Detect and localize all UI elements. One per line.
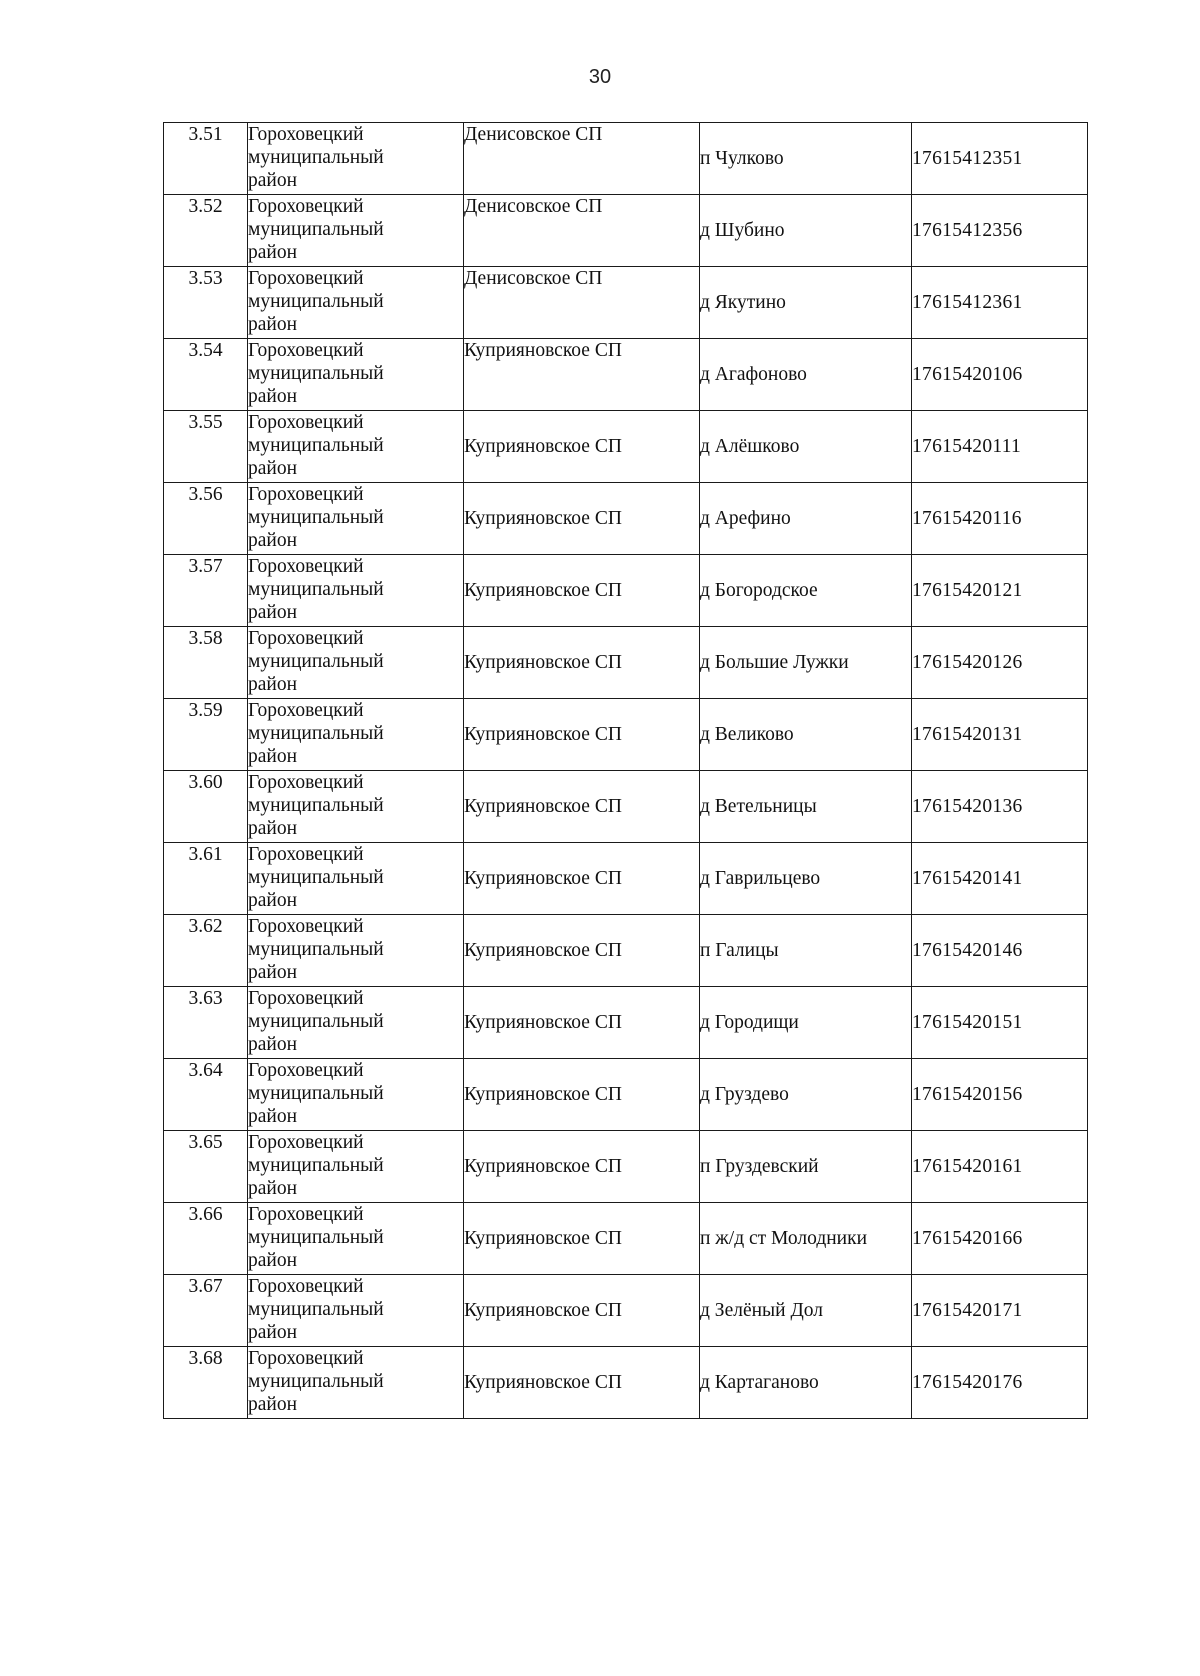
table-row <box>164 411 1088 483</box>
oktmo-code-cell: 17615420106 <box>912 339 1088 411</box>
row-number: 3.51 <box>164 123 248 195</box>
district-cell <box>248 627 464 699</box>
row-number: 3.61 <box>164 843 248 915</box>
district-line: муниципальный <box>248 579 384 600</box>
district-line: Гороховецкий <box>248 700 364 721</box>
district-line: район <box>248 890 298 911</box>
settlement-cell: Куприяновское СП <box>464 699 700 771</box>
district-line: район <box>248 242 298 263</box>
district-line: Гороховецкий <box>248 124 364 145</box>
district-line: район <box>248 962 298 983</box>
table-row <box>164 195 1088 267</box>
row-number: 3.65 <box>164 1131 248 1203</box>
oktmo-code-cell: 17615420116 <box>912 483 1088 555</box>
locality-cell: д Зелёный Дол <box>700 1275 912 1347</box>
locality-cell: п Галицы <box>700 915 912 987</box>
locality-cell: п ж/д ст Молодники <box>700 1203 912 1275</box>
locality-cell: д Алёшково <box>700 411 912 483</box>
district-cell <box>248 771 464 843</box>
district-cell <box>248 123 464 195</box>
locality-cell: д Якутино <box>700 267 912 339</box>
row-number: 3.58 <box>164 627 248 699</box>
district-line: муниципальный <box>248 363 384 384</box>
row-number: 3.54 <box>164 339 248 411</box>
row-number: 3.62 <box>164 915 248 987</box>
district-line: район <box>248 1250 298 1271</box>
row-number: 3.68 <box>164 1347 248 1419</box>
district-line: район <box>248 674 298 695</box>
locality-cell: д Большие Лужки <box>700 627 912 699</box>
oktmo-code-cell: 17615420146 <box>912 915 1088 987</box>
district-line: район <box>248 1034 298 1055</box>
table-row <box>164 1059 1088 1131</box>
district-line: район <box>248 602 298 623</box>
settlement-cell: Куприяновское СП <box>464 987 700 1059</box>
district-line: муниципальный <box>248 147 384 168</box>
table-body <box>164 123 1088 1419</box>
district-cell <box>248 1275 464 1347</box>
locality-cell: д Богородское <box>700 555 912 627</box>
settlement-cell: Куприяновское СП <box>464 627 700 699</box>
row-number: 3.66 <box>164 1203 248 1275</box>
district-cell <box>248 1347 464 1419</box>
district-line: Гороховецкий <box>248 484 364 505</box>
oktmo-code-cell: 17615420131 <box>912 699 1088 771</box>
district-line: Гороховецкий <box>248 196 364 217</box>
settlement-cell: Куприяновское СП <box>464 483 700 555</box>
district-line: район <box>248 1106 298 1127</box>
district-line: муниципальный <box>248 1299 384 1320</box>
district-line: муниципальный <box>248 435 384 456</box>
page-number: 30 <box>588 66 612 88</box>
district-line: район <box>248 386 298 407</box>
locality-cell: д Шубино <box>700 195 912 267</box>
district-line: муниципальный <box>248 1083 384 1104</box>
district-line: муниципальный <box>248 795 384 816</box>
table-row <box>164 699 1088 771</box>
oktmo-code-cell: 17615420126 <box>912 627 1088 699</box>
locality-cell: д Великово <box>700 699 912 771</box>
row-number: 3.52 <box>164 195 248 267</box>
table-row <box>164 1347 1088 1419</box>
district-cell <box>248 195 464 267</box>
settlement-cell: Денисовское СП <box>464 267 700 339</box>
district-line: район <box>248 530 298 551</box>
row-number: 3.60 <box>164 771 248 843</box>
district-line: муниципальный <box>248 291 384 312</box>
settlement-cell: Денисовское СП <box>464 123 700 195</box>
district-line: район <box>248 314 298 335</box>
settlement-cell: Куприяновское СП <box>464 843 700 915</box>
settlement-cell: Куприяновское СП <box>464 1347 700 1419</box>
oktmo-code-cell: 17615420171 <box>912 1275 1088 1347</box>
district-line: Гороховецкий <box>248 1060 364 1081</box>
district-line: Гороховецкий <box>248 988 364 1009</box>
district-line: муниципальный <box>248 939 384 960</box>
district-line: Гороховецкий <box>248 628 364 649</box>
district-line: район <box>248 818 298 839</box>
row-number: 3.56 <box>164 483 248 555</box>
table-row <box>164 483 1088 555</box>
row-number: 3.57 <box>164 555 248 627</box>
district-line: Гороховецкий <box>248 1348 364 1369</box>
district-cell <box>248 555 464 627</box>
district-line: муниципальный <box>248 1155 384 1176</box>
table-row <box>164 771 1088 843</box>
district-cell <box>248 699 464 771</box>
table-row <box>164 627 1088 699</box>
settlement-cell: Куприяновское СП <box>464 771 700 843</box>
district-line: муниципальный <box>248 1011 384 1032</box>
district-line: Гороховецкий <box>248 772 364 793</box>
table-row <box>164 1203 1088 1275</box>
district-line: район <box>248 1394 298 1415</box>
oktmo-code-cell: 17615412356 <box>912 195 1088 267</box>
table-row <box>164 1131 1088 1203</box>
table-row <box>164 123 1088 195</box>
settlements-table <box>163 122 1088 1419</box>
district-line: муниципальный <box>248 507 384 528</box>
district-cell <box>248 339 464 411</box>
district-line: муниципальный <box>248 219 384 240</box>
oktmo-code-cell: 17615420141 <box>912 843 1088 915</box>
oktmo-code-cell: 17615420156 <box>912 1059 1088 1131</box>
district-line: Гороховецкий <box>248 1276 364 1297</box>
district-line: Гороховецкий <box>248 412 364 433</box>
oktmo-code-cell: 17615412361 <box>912 267 1088 339</box>
locality-cell: д Городищи <box>700 987 912 1059</box>
district-cell <box>248 987 464 1059</box>
district-line: Гороховецкий <box>248 340 364 361</box>
locality-cell: д Груздево <box>700 1059 912 1131</box>
oktmo-code-cell: 17615420111 <box>912 411 1088 483</box>
table-row <box>164 339 1088 411</box>
district-cell <box>248 483 464 555</box>
table-row <box>164 987 1088 1059</box>
district-line: район <box>248 458 298 479</box>
settlement-cell: Куприяновское СП <box>464 1059 700 1131</box>
oktmo-code-cell: 17615420161 <box>912 1131 1088 1203</box>
district-cell <box>248 1131 464 1203</box>
district-line: муниципальный <box>248 1371 384 1392</box>
oktmo-code-cell: 17615412351 <box>912 123 1088 195</box>
row-number: 3.59 <box>164 699 248 771</box>
district-line: район <box>248 170 298 191</box>
district-line: муниципальный <box>248 723 384 744</box>
settlement-cell: Куприяновское СП <box>464 1131 700 1203</box>
settlement-cell: Куприяновское СП <box>464 1203 700 1275</box>
oktmo-code-cell: 17615420166 <box>912 1203 1088 1275</box>
locality-cell: д Арефино <box>700 483 912 555</box>
settlement-cell: Денисовское СП <box>464 195 700 267</box>
settlement-cell: Куприяновское СП <box>464 339 700 411</box>
district-line: Гороховецкий <box>248 916 364 937</box>
locality-cell: п Груздевский <box>700 1131 912 1203</box>
district-cell <box>248 1059 464 1131</box>
district-line: Гороховецкий <box>248 1132 364 1153</box>
table-row <box>164 843 1088 915</box>
district-line: Гороховецкий <box>248 1204 364 1225</box>
district-cell <box>248 1203 464 1275</box>
oktmo-code-cell: 17615420136 <box>912 771 1088 843</box>
district-line: муниципальный <box>248 651 384 672</box>
district-cell <box>248 915 464 987</box>
district-line: Гороховецкий <box>248 844 364 865</box>
oktmo-code-cell: 17615420121 <box>912 555 1088 627</box>
oktmo-code-cell: 17615420151 <box>912 987 1088 1059</box>
locality-cell: п Чулково <box>700 123 912 195</box>
oktmo-code-cell: 17615420176 <box>912 1347 1088 1419</box>
district-cell <box>248 411 464 483</box>
row-number: 3.67 <box>164 1275 248 1347</box>
row-number: 3.64 <box>164 1059 248 1131</box>
row-number: 3.53 <box>164 267 248 339</box>
settlement-cell: Куприяновское СП <box>464 411 700 483</box>
settlement-cell: Куприяновское СП <box>464 915 700 987</box>
district-line: Гороховецкий <box>248 556 364 577</box>
locality-cell: д Гаврильцево <box>700 843 912 915</box>
table-row <box>164 267 1088 339</box>
district-cell <box>248 843 464 915</box>
row-number: 3.55 <box>164 411 248 483</box>
district-line: муниципальный <box>248 1227 384 1248</box>
settlement-cell: Куприяновское СП <box>464 555 700 627</box>
district-cell <box>248 267 464 339</box>
locality-cell: д Агафоново <box>700 339 912 411</box>
table-row <box>164 1275 1088 1347</box>
district-line: муниципальный <box>248 867 384 888</box>
district-line: Гороховецкий <box>248 268 364 289</box>
district-line: район <box>248 1178 298 1199</box>
district-line: район <box>248 1322 298 1343</box>
row-number: 3.63 <box>164 987 248 1059</box>
table-row <box>164 555 1088 627</box>
locality-cell: д Картаганово <box>700 1347 912 1419</box>
table-row <box>164 915 1088 987</box>
locality-cell: д Ветельницы <box>700 771 912 843</box>
settlement-cell: Куприяновское СП <box>464 1275 700 1347</box>
district-line: район <box>248 746 298 767</box>
